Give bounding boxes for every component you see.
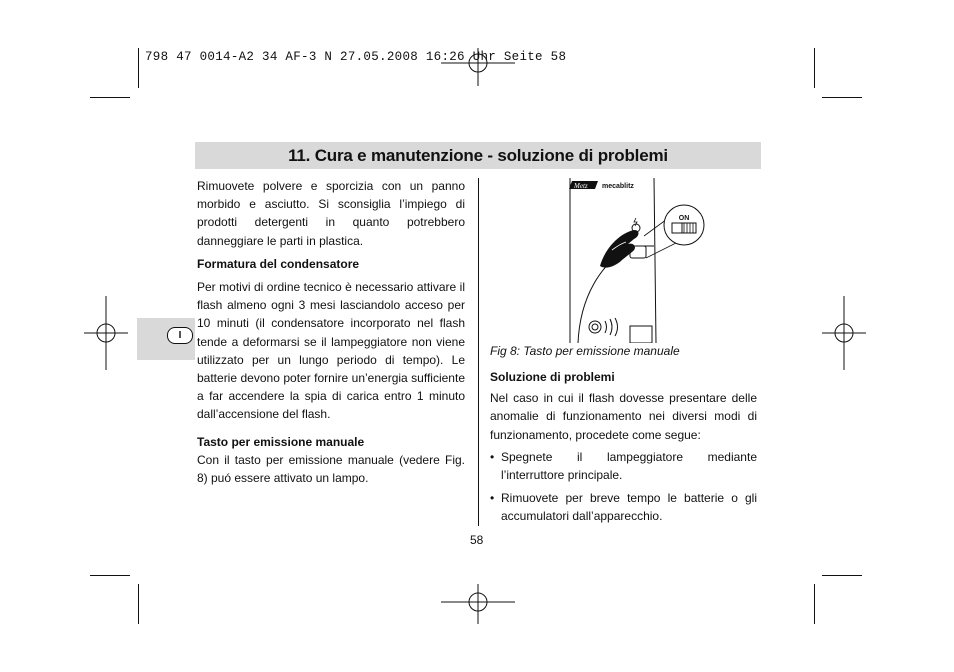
svg-text:Metz: Metz	[574, 182, 588, 190]
bullet-icon: •	[490, 449, 495, 464]
metz-logo	[569, 181, 598, 190]
paragraph-soluzione: Nel caso in cui il flash dovesse presentare delle anomalie di funzionamento nei diversi modi di funzionamento, procedete come segue:	[490, 391, 757, 442]
figure-caption: Fig 8: Tasto per emissione manuale	[490, 344, 680, 358]
page-title: 11. Cura e manutenzione - soluzione di problemi	[288, 146, 668, 165]
switch-on-label: ON	[678, 215, 690, 222]
title-bar	[195, 142, 761, 169]
heading-soluzione: Soluzione di problemi	[490, 370, 615, 384]
crop-mark	[814, 584, 815, 624]
language-tab	[137, 318, 195, 360]
hand-icon	[600, 230, 639, 268]
crop-mark	[90, 575, 130, 576]
paragraph-tasto: Con il tasto per emissione manuale (vedere Fig. 8) puó essere attivato un lampo.	[197, 452, 465, 486]
heading-condensatore: Formatura del condensatore	[197, 256, 360, 271]
crop-mark	[138, 48, 139, 88]
flash-unit-figure	[560, 178, 710, 343]
crop-mark	[822, 575, 862, 576]
crop-mark	[90, 97, 130, 98]
registration-mark-left	[84, 296, 128, 370]
crop-mark	[822, 97, 862, 98]
registration-mark-bottom	[441, 580, 515, 624]
registration-mark-right	[822, 296, 866, 370]
crop-mark	[138, 584, 139, 624]
heading-tasto: Tasto per emissione manuale	[197, 434, 365, 449]
bullet-item	[490, 448, 757, 484]
bullet-icon: •	[490, 491, 495, 506]
bullet-item	[490, 489, 757, 525]
print-slug: 798 47 0014-A2 34 AF-3 N 27.05.2008 16:26 Uhr Seite 58	[145, 50, 567, 64]
brand-text: mecablitz	[602, 183, 634, 190]
column-divider	[478, 178, 479, 526]
bullet-text: Spegnete il lampeggiatore mediante l’interruttore principale.	[501, 449, 757, 483]
bullet-text: Rimuovete per breve tempo le batterie o gli accumulatori dall’apparecchio.	[501, 491, 757, 524]
page-number: 58	[470, 533, 484, 547]
crop-mark	[814, 48, 815, 88]
left-column	[197, 177, 465, 487]
registration-mark-top	[441, 48, 515, 92]
language-badge: I	[167, 327, 193, 344]
paragraph-condensatore: Per motivi di ordine tecnico è necessario attivare il flash almeno ogni 3 mesi lasciandolo acceso per 10 minuti (il condensatore incorporato nel flash tende a deformarsi se il lampeggiatore non viene utilizzato per un lungo periodo di tempo). Le batterie devono poter fornire un’energia sufficiente a far accendere la spia di carica entro 1 minuto dall’accensione del flash.	[197, 280, 465, 422]
intro-paragraph: Rimuovete polvere e sporcizia con un panno morbido e asciutto. Si sconsiglia l’impiego di prodotti detergenti in quanto potrebbero danneggiare le parti in plastica.	[197, 179, 465, 248]
right-column	[490, 368, 757, 526]
